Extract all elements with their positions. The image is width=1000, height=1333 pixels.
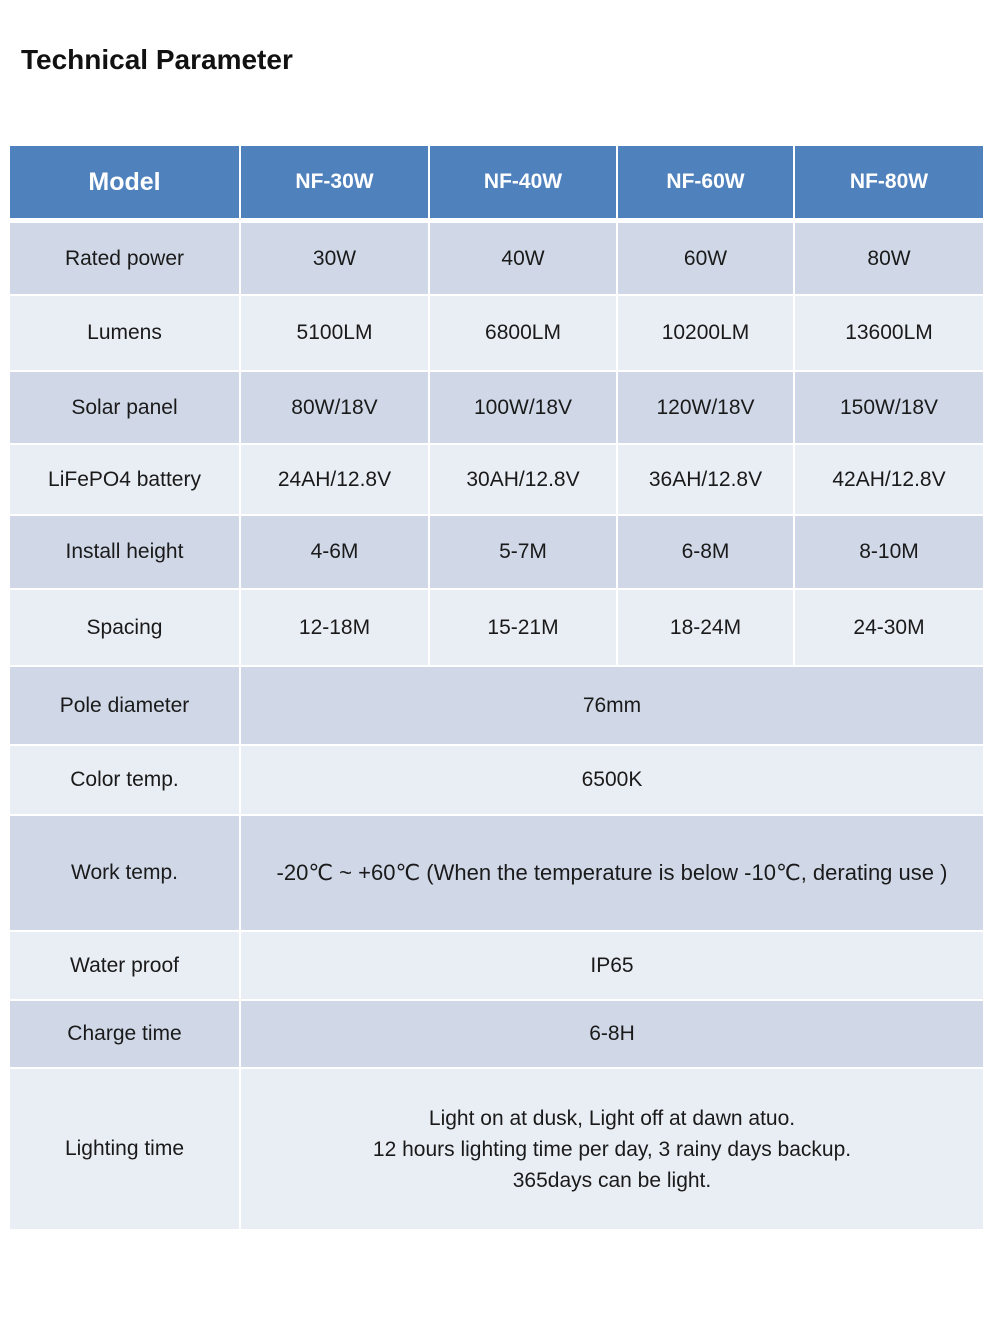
row-label: Install height — [10, 516, 241, 590]
page-title: Technical Parameter — [21, 44, 293, 75]
table-cell-merged — [241, 1069, 983, 1231]
row-label: Water proof — [10, 932, 241, 1001]
table-row-water-proof — [10, 932, 983, 1001]
table-cell: 40W — [430, 223, 618, 296]
table-cell: 36AH/12.8V — [618, 445, 795, 516]
table-row-pole-diameter — [10, 667, 983, 746]
table-cell: 5-7M — [430, 516, 618, 590]
row-label: Lighting time — [10, 1069, 241, 1231]
lighting-line: 12 hours lighting time per day, 3 rainy days backup. — [372, 1137, 852, 1161]
table-row-battery — [10, 445, 983, 516]
row-label: Lumens — [10, 296, 241, 372]
table-cell: 13600LM — [795, 296, 983, 372]
table-cell: 10200LM — [618, 296, 795, 372]
table-cell: 30W — [241, 223, 430, 296]
table-cell-merged: 6500K — [241, 746, 983, 816]
table-header-row — [10, 146, 983, 223]
row-label: Spacing — [10, 590, 241, 667]
row-label: Charge time — [10, 1001, 241, 1069]
row-label: Work temp. — [10, 816, 241, 932]
table-cell: 18-24M — [618, 590, 795, 667]
header-cell-nf-30w: NF-30W — [241, 146, 430, 223]
table-cell-merged: IP65 — [241, 932, 983, 1001]
table-cell: 80W — [795, 223, 983, 296]
table-cell: 100W/18V — [430, 372, 618, 445]
table-cell: 8-10M — [795, 516, 983, 590]
table-cell: 6800LM — [430, 296, 618, 372]
row-label: Solar panel — [10, 372, 241, 445]
lighting-line: 365days can be light. — [512, 1168, 712, 1192]
row-label: LiFePO4 battery — [10, 445, 241, 516]
row-label: Color temp. — [10, 746, 241, 816]
table-row-color-temp — [10, 746, 983, 816]
row-label: Rated power — [10, 223, 241, 296]
table-cell: 4-6M — [241, 516, 430, 590]
lighting-line: Light on at dusk, Light off at dawn atuo. — [428, 1106, 796, 1130]
table-cell-merged: -20℃ ~ +60℃ (When the temperature is below -10℃, derating use ) — [241, 816, 983, 932]
table-cell-merged: 76mm — [241, 667, 983, 746]
table-row-lumens — [10, 296, 983, 372]
table-cell: 24-30M — [795, 590, 983, 667]
table-row-install-height — [10, 516, 983, 590]
table-cell: 150W/18V — [795, 372, 983, 445]
header-cell-nf-80w: NF-80W — [795, 146, 983, 223]
table-cell: 60W — [618, 223, 795, 296]
header-cell-nf-60w: NF-60W — [618, 146, 795, 223]
table-cell: 6-8M — [618, 516, 795, 590]
row-label: Pole diameter — [10, 667, 241, 746]
table-cell: 80W/18V — [241, 372, 430, 445]
header-cell-nf-40w: NF-40W — [430, 146, 618, 223]
table-row-solar-panel — [10, 372, 983, 445]
table-row-rated-power — [10, 223, 983, 296]
table-cell: 30AH/12.8V — [430, 445, 618, 516]
table-cell: 5100LM — [241, 296, 430, 372]
table-row-lighting-time — [10, 1069, 983, 1231]
header-cell-model: Model — [10, 146, 241, 223]
spec-table — [10, 146, 983, 1231]
table-cell: 12-18M — [241, 590, 430, 667]
table-cell: 42AH/12.8V — [795, 445, 983, 516]
table-cell-merged: 6-8H — [241, 1001, 983, 1069]
table-cell: 15-21M — [430, 590, 618, 667]
table-row-work-temp — [10, 816, 983, 932]
table-row-spacing — [10, 590, 983, 667]
table-cell: 120W/18V — [618, 372, 795, 445]
table-cell: 24AH/12.8V — [241, 445, 430, 516]
table-row-charge-time — [10, 1001, 983, 1069]
